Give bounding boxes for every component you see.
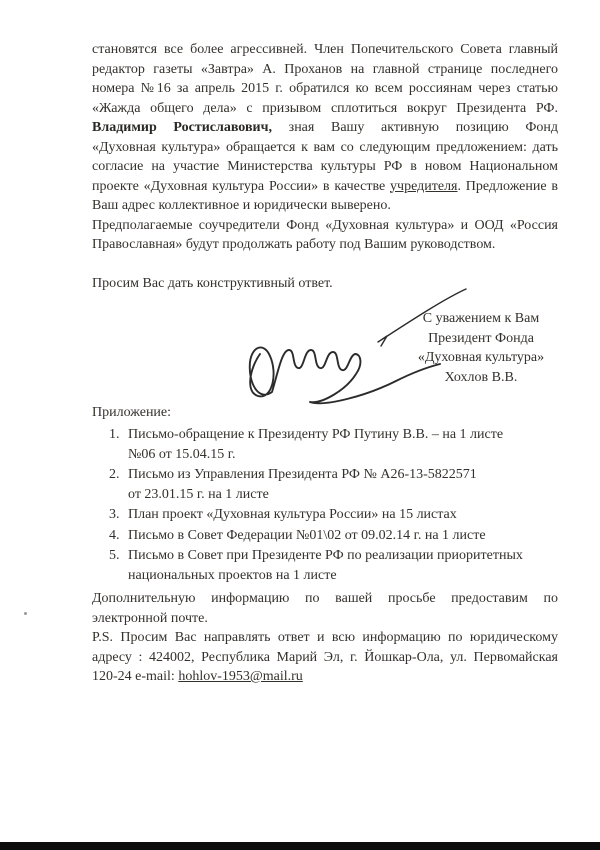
attachment-line: национальных проектов на 1 листе <box>128 567 337 583</box>
closing-line: Хохлов В.В. <box>444 369 518 385</box>
attachment-number: 1. <box>109 426 120 442</box>
text-segment: согласие на участие Министерства культуры РФ в новом Национальном <box>92 159 558 174</box>
text-segment: Дополнительную информацию по вашей просьбе предоставим по <box>92 591 558 606</box>
text-segment: Ваш адрес коллективное и юридически выверено. <box>92 198 391 213</box>
attachment-item <box>92 526 558 546</box>
attachment-line: Письмо из Управления Президента РФ № А26-13-5822571 <box>128 466 477 482</box>
text-line <box>92 157 558 177</box>
attachment-item <box>92 425 558 465</box>
attachment-number: 2. <box>109 466 120 482</box>
attachment-item <box>92 546 558 586</box>
attachments-list <box>92 425 558 587</box>
closing-block <box>392 309 570 387</box>
text-line <box>92 667 558 687</box>
text-segment: учредителя <box>390 178 458 194</box>
attachments-title: Приложение: <box>92 405 172 420</box>
attachments-section <box>92 403 558 586</box>
text-line <box>92 60 558 80</box>
closing-line: «Духовная культура» <box>417 350 545 366</box>
text-line <box>92 609 558 629</box>
text-segment: адресу : 424002, Республика Марий Эл, г. Йошкар-Ола, ул. Первомайская <box>92 649 558 665</box>
closing-line: С уважением к Вам <box>422 311 540 326</box>
letter-body-text <box>92 40 558 294</box>
attachment-number: 5. <box>109 547 120 563</box>
scan-speck <box>24 612 27 615</box>
text-line <box>92 138 558 158</box>
text-segment: Православная» будут продолжать работу под Вашим руководством. <box>92 237 496 252</box>
footer-text <box>92 589 558 687</box>
text-line <box>92 216 558 236</box>
attachment-line: от 23.01.15 г. на 1 листе <box>128 487 269 503</box>
closing-line: Президент Фонда <box>428 330 534 346</box>
text-segment: 120-24 e-mail: <box>92 669 179 684</box>
attachment-line: План проект «Духовная культура России» на 15 листах <box>128 507 457 523</box>
text-line <box>92 99 558 119</box>
text-line <box>92 177 558 197</box>
text-segment: Просим Вас дать конструктивный ответ. <box>92 276 333 291</box>
text-segment: «Духовная культура» обращается к вам со следующим предложением: дать <box>92 139 558 155</box>
text-segment: редактор газеты «Завтра» А. Проханов на главной странице последнего <box>92 61 558 77</box>
attachment-line: №06 от 15.04.15 г. <box>128 446 236 462</box>
text-segment: номера №16 за апрель 2015 г. обратился ко всем россиянам через статью <box>92 81 558 96</box>
text-line <box>92 628 558 648</box>
attachment-number: 4. <box>109 527 120 543</box>
paragraph <box>92 216 558 255</box>
text-line <box>92 40 558 60</box>
text-segment: «Жажда общего дела» с призывом сплотиться вокруг Президента РФ. <box>92 100 558 116</box>
text-segment: Предполагаемые соучредители Фонд «Духовная культура» и ООД «Россия <box>92 217 558 233</box>
paragraph <box>92 40 558 216</box>
attachment-item <box>92 465 558 505</box>
text-segment: проекте «Духовная культура России» в качестве <box>92 178 391 194</box>
attachment-number: 3. <box>109 507 120 523</box>
attachment-item <box>92 505 558 525</box>
text-line <box>92 79 558 99</box>
attachment-line: Письмо в Совет при Президенте РФ по реализации приоритетных <box>128 547 523 563</box>
text-segment: зная Вашу активную позицию Фонд <box>271 120 559 135</box>
attachment-line: Письмо-обращение к Президенту РФ Путину В.В. – на 1 листе <box>128 426 504 442</box>
text-line <box>92 118 558 138</box>
text-segment: становятся все более агрессивней. Член Попечительского Совета главный <box>92 42 558 57</box>
text-line <box>92 589 558 609</box>
attachment-line: Письмо в Совет Федерации №01\02 от 09.02.14 г. на 1 листе <box>128 527 486 543</box>
text-segment: Владимир Ростиславович, <box>92 120 272 135</box>
text-line <box>92 648 558 668</box>
text-line <box>92 235 558 255</box>
text-segment: электронной почте. <box>92 610 208 626</box>
text-segment: . Предложение в <box>457 178 558 194</box>
email-link[interactable]: hohlov-1953@mail.ru <box>178 669 303 684</box>
text-segment: P.S. Просим Вас направлять ответ и всю информацию по юридическому <box>92 630 558 645</box>
scanner-edge-artifact <box>0 842 600 850</box>
text-line <box>92 196 558 216</box>
paragraph-gap <box>92 255 558 275</box>
